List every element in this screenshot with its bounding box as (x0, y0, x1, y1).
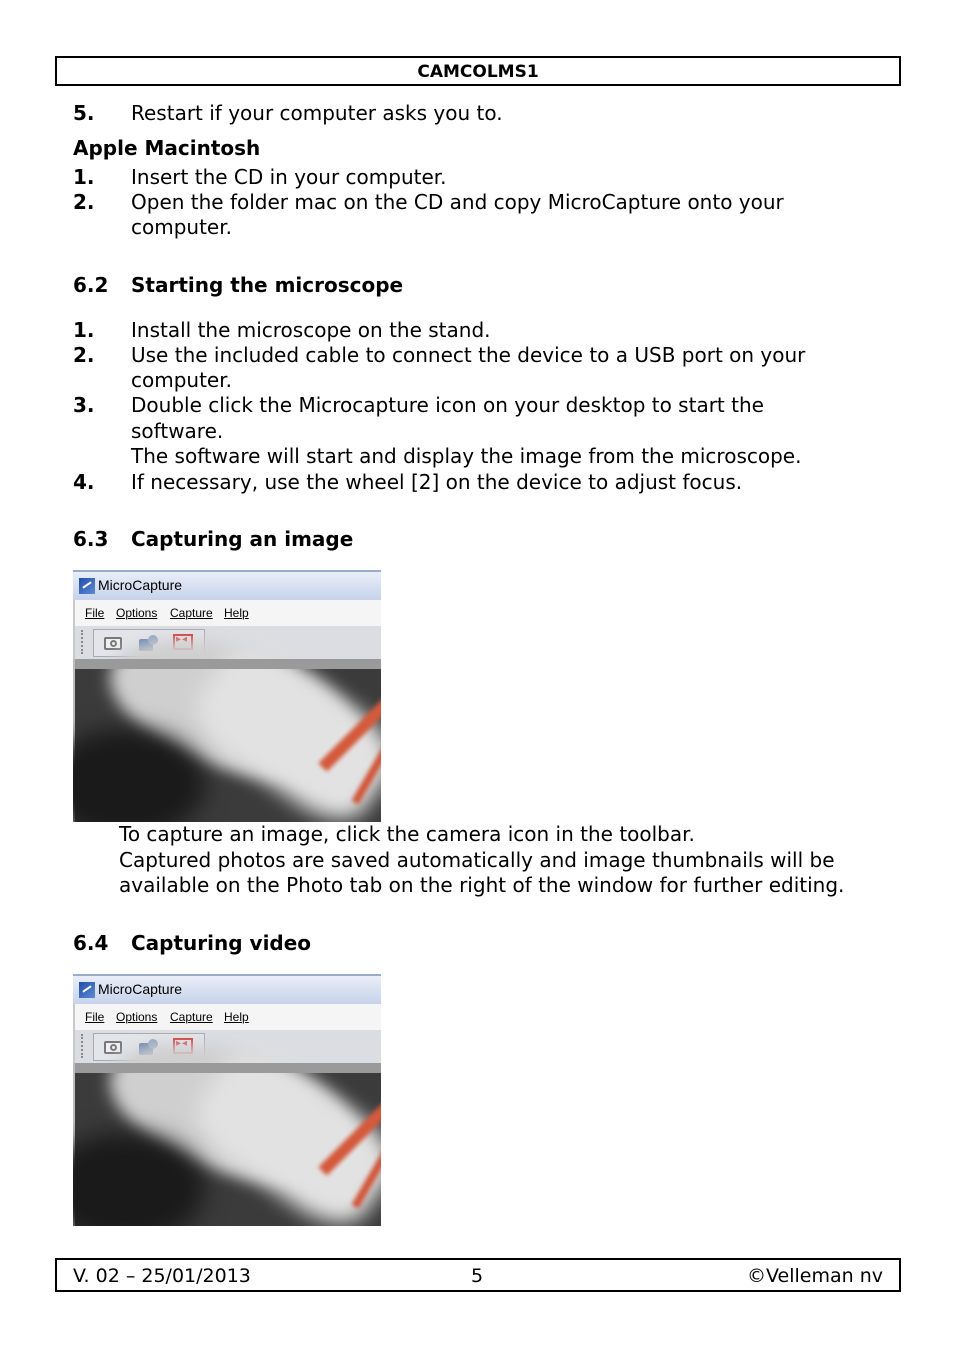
window-title: MicroCapture (98, 981, 183, 997)
paragraph-line: To capture an image, click the camera icon in the toolbar. (119, 822, 695, 846)
menu-help[interactable]: Help (224, 1010, 249, 1024)
menu-capture[interactable]: Capture (170, 606, 213, 620)
step-text-cont: computer. (131, 368, 232, 392)
step-text: Install the microscope on the stand. (131, 318, 491, 342)
section-title: Capturing video (131, 931, 312, 955)
step-text-cont: The software will start and display the image from the microscope. (131, 444, 802, 468)
menu-options[interactable]: Options (116, 1010, 158, 1024)
camera-icon[interactable] (102, 1037, 124, 1057)
step-number: 3. (73, 393, 95, 417)
step-text: Use the included cable to connect the device to a USB port on your (131, 343, 806, 367)
paragraph-line: Captured photos are saved automatically and image thumbnails will be (119, 848, 835, 872)
window-titlebar (73, 570, 381, 600)
step-text: Double click the Microcapture icon on your desktop to start the (131, 393, 764, 417)
toolbar-grip[interactable] (81, 1034, 85, 1058)
step-number: 2. (73, 190, 95, 214)
window-title: MicroCapture (98, 577, 183, 593)
section-number: 6.2 (73, 273, 109, 297)
menu-bar (73, 600, 381, 626)
menu-options[interactable]: Options (116, 606, 158, 620)
menu-file[interactable]: File (85, 606, 105, 620)
step-number: 2. (73, 343, 95, 367)
microscope-view (73, 1063, 381, 1226)
version-date: V. 02 – 25/01/2013 (73, 1265, 251, 1287)
step-number: 1. (73, 165, 95, 189)
section-number: 6.3 (73, 527, 109, 551)
apple-heading: Apple Macintosh (73, 136, 261, 160)
microscope-view (73, 659, 381, 822)
page-number: 5 (471, 1265, 484, 1287)
camera-icon[interactable] (102, 633, 124, 653)
app-icon (79, 578, 95, 594)
step-text-cont: software. (131, 419, 224, 443)
toolbar-grip[interactable] (81, 630, 85, 654)
step-number: 1. (73, 318, 95, 342)
menu-file[interactable]: File (85, 1010, 105, 1024)
page-footer (55, 1258, 901, 1292)
app-icon (79, 982, 95, 998)
section-title: Starting the microscope (131, 273, 404, 297)
step-number: 5. (73, 101, 95, 125)
menu-help[interactable]: Help (224, 606, 249, 620)
step-text: Insert the CD in your computer. (131, 165, 447, 189)
step-text: Open the folder mac on the CD and copy MicroCapture onto your (131, 190, 784, 214)
step-text-cont: computer. (131, 215, 232, 239)
menu-capture[interactable]: Capture (170, 1010, 213, 1024)
app-screenshot (73, 974, 381, 1226)
step-text: If necessary, use the wheel [2] on the device to adjust focus. (131, 470, 743, 494)
step-text: Restart if your computer asks you to. (131, 101, 503, 125)
paragraph-line: available on the Photo tab on the right of the window for further editing. (119, 873, 845, 897)
step-number: 4. (73, 470, 95, 494)
section-title: Capturing an image (131, 527, 354, 551)
menu-bar (73, 1004, 381, 1030)
section-number: 6.4 (73, 931, 109, 955)
model-name: CAMCOLMS1 (417, 62, 539, 82)
app-screenshot (73, 570, 381, 822)
copyright: ©Velleman nv (747, 1265, 883, 1287)
page-header (55, 56, 901, 86)
window-titlebar (73, 974, 381, 1004)
